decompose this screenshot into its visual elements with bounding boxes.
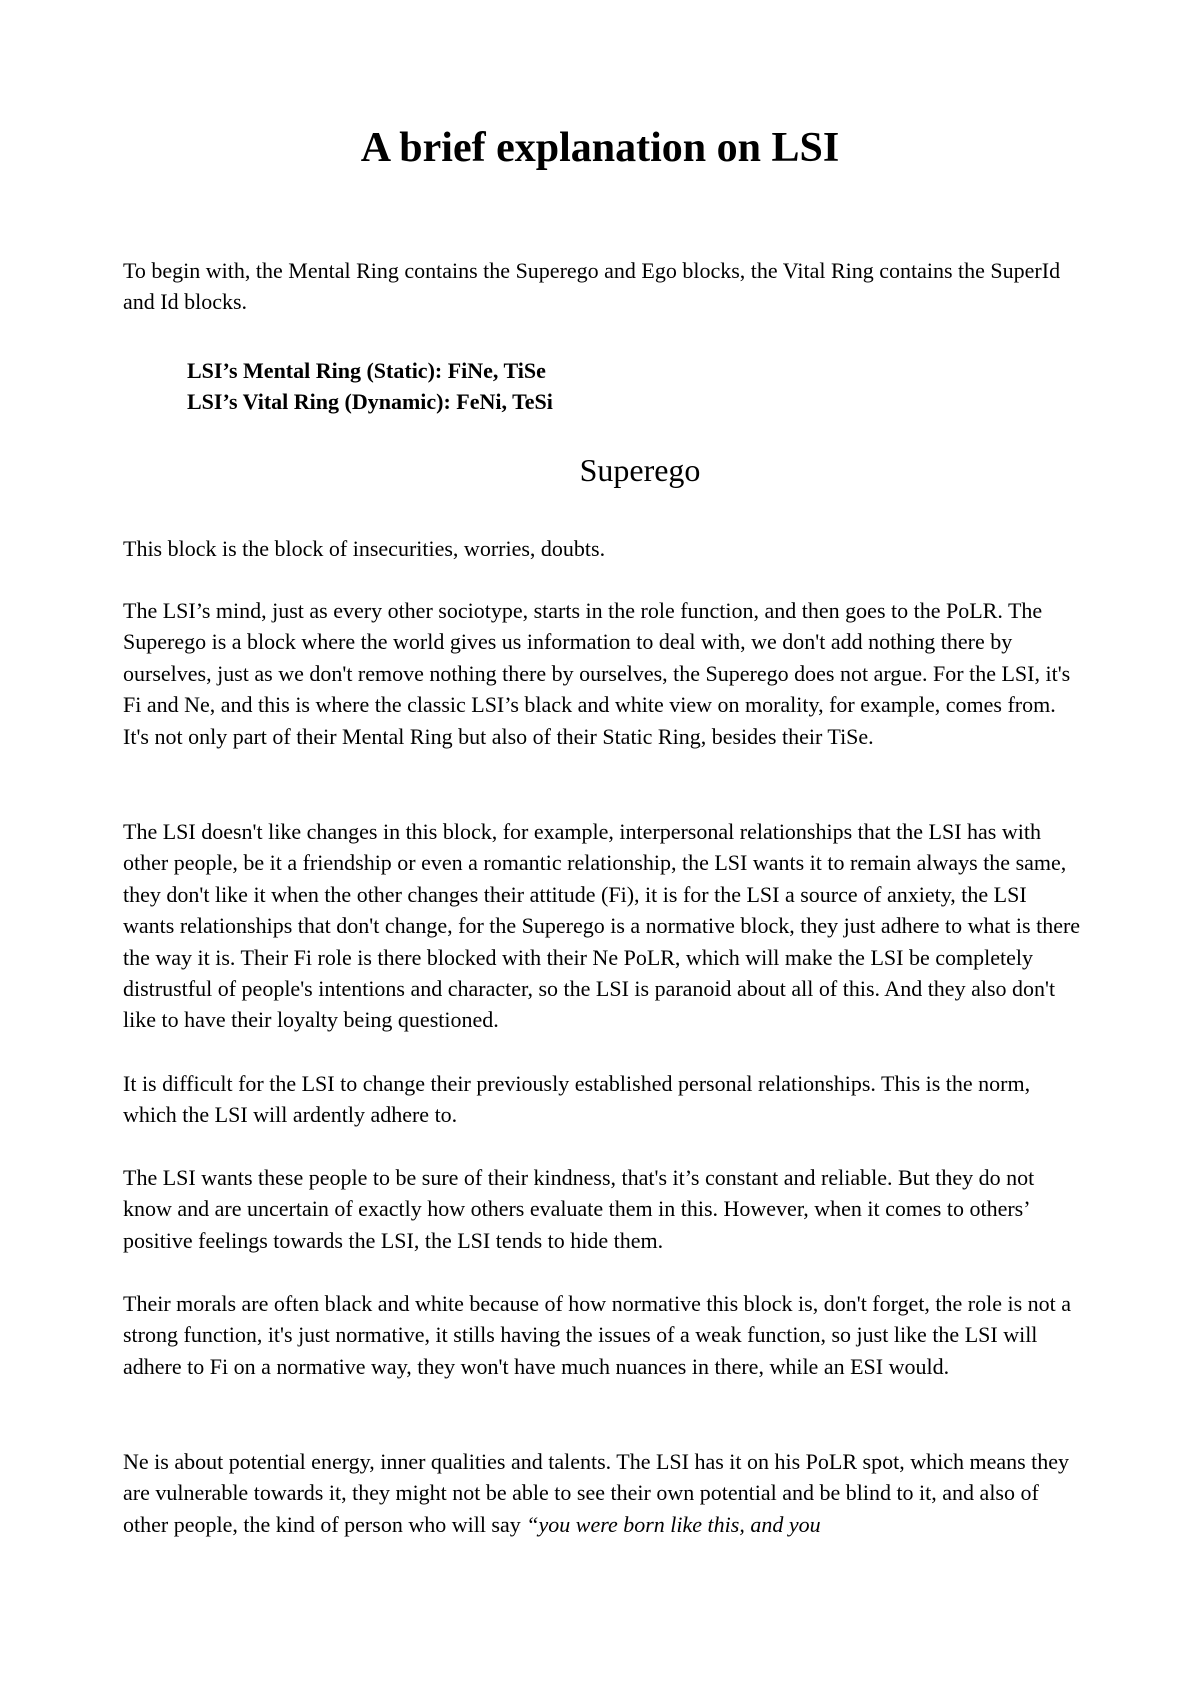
paragraph-5: The LSI wants these people to be sure of their kindness, that's it’s constant and reliable. But they do not know and are uncertain of exactly how others evaluate them in this. However, when it comes to others’ positive feelings towards the LSI, the LSI tends to hide them. <box>123 1165 1035 1253</box>
paragraph-7-text: Ne is about potential energy, inner qualities and talents. The LSI has it on his PoLR spot, which means they are vulnerable towards it, they might not be able to see their own potential and be blind to it, and also of other people, the kind of person who will say <box>123 1449 1070 1537</box>
vital-ring-line: LSI’s Vital Ring (Dynamic): FeNi, TeSi <box>187 389 553 414</box>
section-heading-superego: Superego <box>579 452 701 488</box>
paragraph-7 <box>123 1446 1083 1540</box>
rings-list <box>187 355 553 417</box>
document-title: A brief explanation on LSI <box>360 125 840 171</box>
paragraph-6: Their morals are often black and white because of how normative this block is, don't forget, the role is not a strong function, it's just normative, it stills having the issues of a weak function, so just like the LSI will adhere to Fi on a normative way, they won't have much nuances in there, while an ESI would. <box>123 1291 1072 1379</box>
paragraph-3: The LSI doesn't like changes in this block, for example, interpersonal relationships that the LSI has with other people, be it a friendship or even a romantic relationship, the LSI wants it to remain always the same, they don't like it when the other changes their attitude (Fi), it is for the LSI a source of anxiety, the LSI wants relationships that don't change, for the Superego is a normative block, they just adhere to what is there the way it is. Their Fi role is there blocked with their Ne PoLR, which will make the LSI be completely distrustful of people's intentions and character, so the LSI is paranoid about all of this. And they also don't like to have their loyalty being questioned. <box>123 819 1081 1033</box>
paragraph-7-quote: “you were born like this, and you <box>526 1511 821 1537</box>
paragraph-2: The LSI’s mind, just as every other sociotype, starts in the role function, and then goes to the PoLR. The Superego is a block where the world gives us information to deal with, we don't add nothing there by ourselves, just as we don't remove nothing there by ourselves, the Superego does not argue. For the LSI, it's Fi and Ne, and this is where the classic LSI’s black and white view on morality, for example, comes from. It's not only part of their Mental Ring but also of their Static Ring, besides their TiSe. <box>123 598 1071 749</box>
paragraph-4: It is difficult for the LSI to change their previously established personal relationships. This is the norm, which the LSI will ardently adhere to. <box>123 1071 1031 1128</box>
paragraph-1: This block is the block of insecurities, worries, doubts. <box>123 536 606 561</box>
mental-ring-line: LSI’s Mental Ring (Static): FiNe, TiSe <box>187 358 546 383</box>
intro-paragraph: To begin with, the Mental Ring contains the Superego and Ego blocks, the Vital Ring contains the SuperId and Id blocks. <box>123 258 1061 315</box>
